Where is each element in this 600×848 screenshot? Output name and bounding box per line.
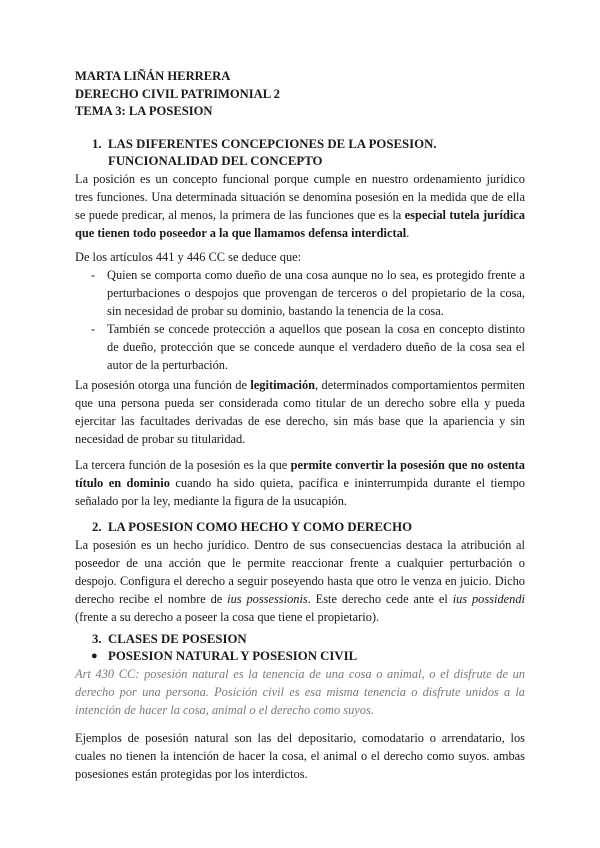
section-1-title: LAS DIFERENTES CONCEPCIONES DE LA POSESION. FUNCIONALIDAD DEL CONCEPTO (108, 137, 437, 168)
author-name: MARTA LIÑÁN HERRERA (75, 69, 231, 83)
ius-possidendi: ius possidendi (452, 592, 525, 606)
section-3-heading (75, 631, 525, 648)
section-1-paragraph-2: La posesión otorga una función de legitimación, determinados comportamientos permiten que una persona pueda ser considerada como titular de un derecho sobre ella y pueda ejercitar las facultades derivadas de ese derecho, sin más base que la apariencia y sin necesidad de probar su titularidad. (75, 378, 525, 446)
section-2-title: LA POSESION COMO HECHO Y COMO DERECHO (108, 520, 413, 534)
article-430-quote: Art 430 CC: posesión natural es la tenencia de una cosa o animal, o el disfrute de un derecho por una persona. Posición civil es esa misma tenencia o disfrute unidos a la intención de hacer la cosa, animal o el derecho como suyos. (75, 667, 525, 717)
special-protection-highlight: especial tutela jurídica que tienen todo poseedor a la que llamamos defensa interdictal (75, 208, 525, 240)
section-1 (75, 136, 525, 242)
section-1-number: 1. (92, 137, 102, 151)
articles-list (75, 266, 525, 374)
section-3-paragraph: Ejemplos de posesión natural son las del depositario, comodatario o arrendatario, los cuales no tienen la intención de hacer la cosa, el animal o el derecho como suyos. ambas posesiones están protegidas por los interdictos. (75, 731, 525, 781)
articles-block (75, 248, 525, 374)
list-item: - Quien se comporta como dueño de una cosa aunque no lo sea, es protegido frente a perturbaciones o despojos que provengan de terceros o del propietario de la cosa, sin necesidad de probar su dominio, bastando la tenencia de la cosa. (91, 268, 525, 318)
topic-title: TEMA 3: LA POSESION (75, 104, 213, 118)
ius-possessionis: ius possessionis (227, 592, 308, 606)
course-title: DERECHO CIVIL PATRIMONIAL 2 (75, 86, 280, 101)
section-3 (75, 631, 525, 719)
legitimation-highlight: legitimación (250, 378, 316, 392)
bullet-icon: ● (91, 650, 98, 662)
section-2-paragraph: La posesión es un hecho jurídico. Dentro de sus consecuencias destaca la atribución al poseedor de una acción que le permite reaccionar frente a cualquier perturbación o despojo. Configura el derecho a seguir poseyendo hasta que otro le venza en juicio. Dicho derecho recibe el nombre de ius possessionis. Este derecho cede ante el ius possidendi (frente a su derecho a poseer la cosa que tiene el propietario). (75, 538, 525, 624)
articles-intro: De los artículos 441 y 446 CC se deduce que: (75, 250, 302, 264)
subheading-text: POSESION NATURAL Y POSESION CIVIL (108, 649, 358, 663)
section-2-number: 2. (92, 520, 102, 534)
section-3-number: 3. (92, 632, 102, 646)
subheading-natural-civil (75, 648, 525, 665)
section-2-heading (75, 519, 525, 536)
section-2 (75, 519, 525, 626)
usucapion-highlight: permite convertir la posesión que no ostenta título en dominio (75, 458, 525, 490)
section-1-paragraph-3: La tercera función de la posesión es la que permite convertir la posesión que no ostenta título en dominio cuando ha sido quieta, pacífica e ininterrumpida durante el tiempo señalado por la ley, mediante la figura de la usucapión. (75, 458, 525, 508)
section-3-title: CLASES DE POSESION (108, 632, 247, 646)
section-1-heading (75, 136, 525, 170)
list-item: - También se concede protección a aquellos que posean la cosa en concepto distinto de dueño, protección que se concede aunque el verdadero dueño de la cosa sea el autor de la perturbación. (91, 322, 525, 372)
section-1-paragraph-1: La posición es un concepto funcional porque cumple en nuestro ordenamiento jurídico tres funciones. Una determinada situación se denomina posesión en la medida que de ella se puede predicar, al menos, la primera de las funciones que es la especial tutela jurídica que tienen todo poseedor a la que llamamos defensa interdictal. (75, 172, 525, 240)
document-header (75, 68, 280, 121)
